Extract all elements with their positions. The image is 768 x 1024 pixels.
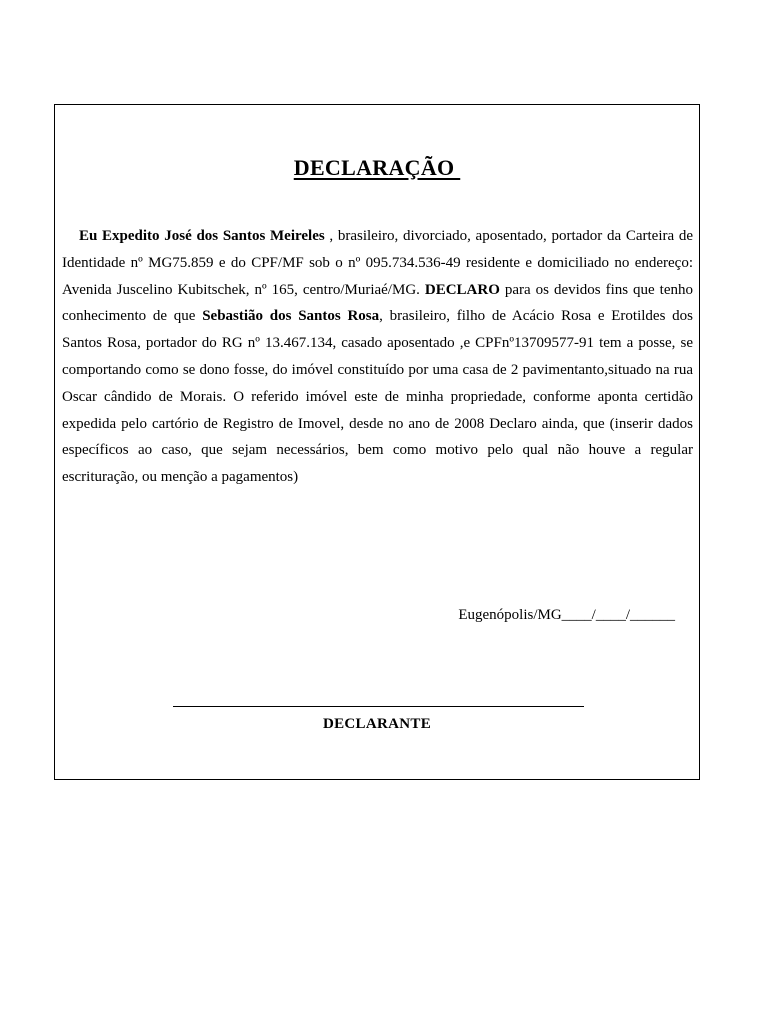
declarant-details: , brasileiro, divorciado, aposentado, portador da Carteira de Identidade nº MG75.859 e do CPF/MF sob o nº 095.734.536-49 residente e domiciliado no endereço: Avenida Juscelino Kubitschek, nº 165, centro/Muriaé/MG.: [62, 228, 693, 298]
document-title: [55, 155, 699, 181]
signature-line: [173, 706, 584, 707]
declaration-paragraph: [62, 223, 693, 491]
title-text: DECLARAÇÃO: [293, 155, 461, 180]
declarant-name: Eu Expedito José dos Santos Meireles: [79, 228, 325, 244]
declaration-purpose: para os devidos fins que tenho conhecimento de que: [62, 281, 694, 325]
place-date-line: Eugenópolis/MG____/____/______: [458, 607, 675, 623]
declaro-keyword: DECLARO: [424, 281, 500, 298]
document-frame: [54, 104, 700, 780]
signature-label: DECLARANTE: [322, 716, 431, 732]
possessor-details: , brasileiro, filho de Acácio Rosa e Erotildes dos Santos Rosa, portador do RG nº 13.467.134, casado aposentado ,e CPFnº13709577-91 tem a posse, se comportando como se dono fosse, do imóvel constituído por uma casa de 2 pavimentanto,situado na rua Oscar cândido de Morais. O referido imóvel este de minha propriedade, conforme aponta certidão expedida pelo cartório de Registro de Imovel, desde no ano de 2008 Declaro ainda, que (inserir dados específicos ao caso, que sejam necessários, bem como motivo pelo qual não houve a regular escrituração, ou menção a pagamentos): [62, 308, 693, 486]
possessor-name: Sebastião dos Santos Rosa: [202, 308, 380, 325]
